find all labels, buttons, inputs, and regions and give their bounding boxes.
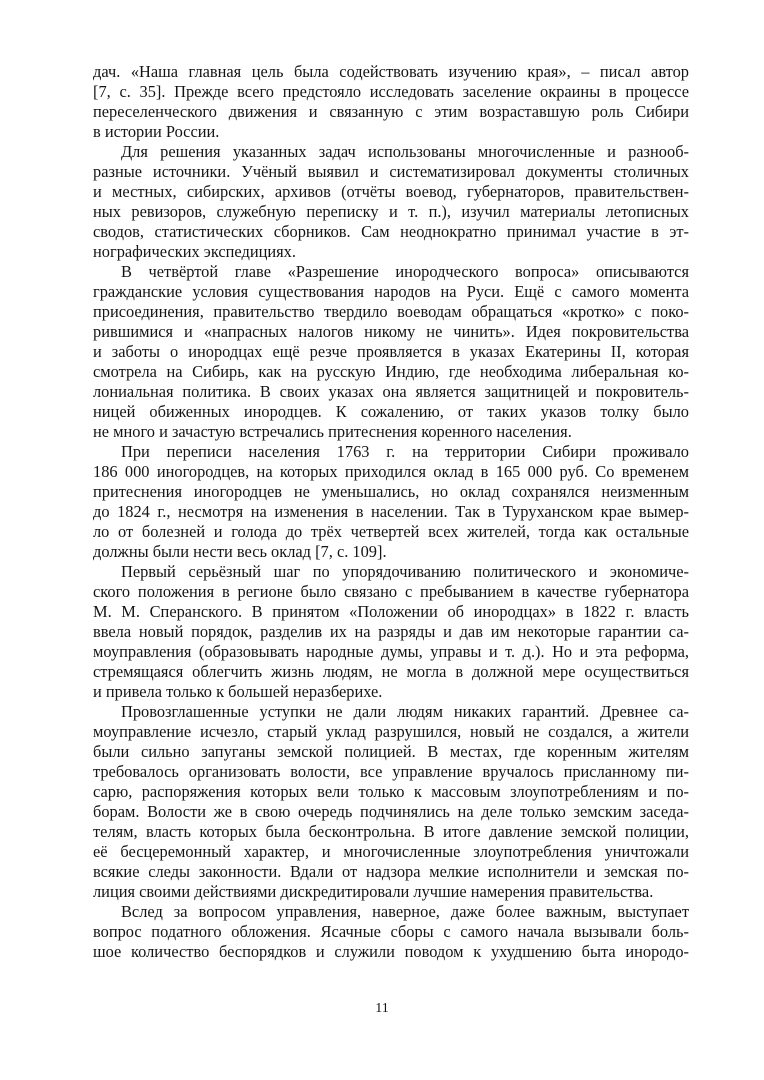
text-line: требовалось организовать волости, все управление вручалось присланному пи-: [93, 762, 689, 781]
text-line: нографических экспедициях.: [93, 242, 296, 261]
text-line: и привела только к большей неразберихе.: [93, 682, 383, 701]
text-line: лониальная политика. В своих указах она является защитницей и покровитель-: [93, 382, 689, 401]
text-line: моуправление исчезло, старый уклад разрушился, новый не создался, а жители: [93, 722, 689, 741]
text-line: притеснения иногородцев не уменьшались, но оклад сохранялся неизменным: [93, 482, 689, 501]
text-line: ницей обиженных инородцев. К сожалению, от таких указов толку было: [93, 402, 689, 421]
text-line: Для решения указанных задач использованы многочисленные и разнооб-: [121, 142, 689, 161]
text-line: её бесцеремонный характер, и многочисленные злоупотребления уничтожали: [93, 842, 689, 861]
paragraph: [93, 702, 689, 902]
body-text: [93, 62, 689, 962]
text-line: присоединения, правительство твердило воеводам обращаться «кротко» с поко-: [93, 302, 689, 321]
text-line: телям, власть которых была бесконтрольна. В итоге давление земской полиции,: [93, 822, 689, 841]
text-line: не много и зачастую встречались притеснения коренного населения.: [93, 422, 572, 441]
text-line: моуправления (образовывать народные думы, управы и т. д.). Но и эта реформа,: [93, 642, 689, 661]
text-line: всякие следы законности. Вдали от надзора мелкие исполнители и земская по-: [93, 862, 689, 881]
text-line: должны были нести весь оклад [7, с. 109].: [93, 542, 387, 561]
text-line: рившимися и «напрасных налогов никому не чинить». Идея покровительства: [93, 322, 689, 341]
text-line: шое количество беспорядков и служили поводом к ухудшению быта инородо-: [93, 942, 689, 961]
text-line: дач. «Наша главная цель была содействовать изучению края», – писал автор: [93, 62, 689, 81]
text-line: 186 000 иногородцев, на которых приходился оклад в 165 000 руб. Со временем: [93, 462, 689, 481]
text-line: ввела новый порядок, разделив их на разряды и дав им некоторые гарантии са-: [93, 622, 689, 641]
text-line: сводов, статистических сборников. Сам неоднократно принимал участие в эт-: [93, 222, 689, 241]
paragraph: [93, 442, 689, 562]
text-line: ных ревизоров, служебную переписку и т. п.), изучил материалы летописных: [93, 202, 689, 221]
text-line: до 1824 г., несмотря на изменения в населении. Так в Туруханском крае вымер-: [93, 502, 689, 521]
text-line: ского положения в регионе было связано с пребыванием в качестве губернатора: [93, 582, 689, 601]
text-line: М. М. Сперанского. В принятом «Положении об инородцах» в 1822 г. власть: [93, 602, 689, 621]
text-line: разные источники. Учёный выявил и систематизировал документы столичных: [93, 162, 689, 181]
text-line: ло от болезней и голода до трёх четвертей всех жителей, тогда как остальные: [93, 522, 689, 541]
text-line: [7, с. 35]. Прежде всего предстояло исследовать заселение окраины в процессе: [93, 82, 689, 101]
text-line: переселенческого движения и связанную с этим возраставшую роль Сибири: [93, 102, 689, 121]
text-line: борам. Волости же в свою очередь подчинялись на деле только земским заседа-: [93, 802, 689, 821]
text-line: в истории России.: [93, 122, 220, 141]
text-line: гражданские условия существования народов на Руси. Ещё с самого момента: [93, 282, 689, 301]
text-line: и местных, сибирских, архивов (отчёты воевод, губернаторов, правительствен-: [93, 182, 689, 201]
text-line: Провозглашенные уступки не дали людям никаких гарантий. Древнее са-: [121, 702, 689, 721]
paragraph: [93, 562, 689, 702]
text-line: лиция своими действиями дискредитировали лучшие намерения правительства.: [93, 882, 654, 901]
paragraph: [93, 262, 689, 442]
text-line: Вслед за вопросом управления, наверное, даже более важным, выступает: [121, 902, 689, 921]
text-line: В четвёртой главе «Разрешение инородческого вопроса» описываются: [121, 262, 689, 281]
paragraph: [93, 62, 689, 142]
page-number: 11: [375, 1001, 389, 1016]
text-line: стремящаяся облегчить жизнь людям, не могла в должной мере осуществиться: [93, 662, 689, 681]
text-line: смотрела на Сибирь, как на русскую Индию, где необходима либеральная ко-: [93, 362, 689, 381]
text-line: При переписи населения 1763 г. на территории Сибири проживало: [121, 442, 689, 461]
text-line: Первый серьёзный шаг по упорядочиванию политического и экономиче-: [121, 562, 689, 581]
text-line: вопрос податного обложения. Ясачные сборы с самого начала вызывали боль-: [93, 922, 689, 941]
text-line: сарю, распоряжения которых вели только к массовым злоупотреблениям и по-: [93, 782, 689, 801]
text-line: и заботы о инородцах ещё резче проявляется в указах Екатерины II, которая: [93, 342, 689, 361]
text-line: были сильно запуганы земской полицией. В местах, где коренным жителям: [93, 742, 689, 761]
paragraph: [93, 902, 689, 962]
paragraph: [93, 142, 689, 262]
